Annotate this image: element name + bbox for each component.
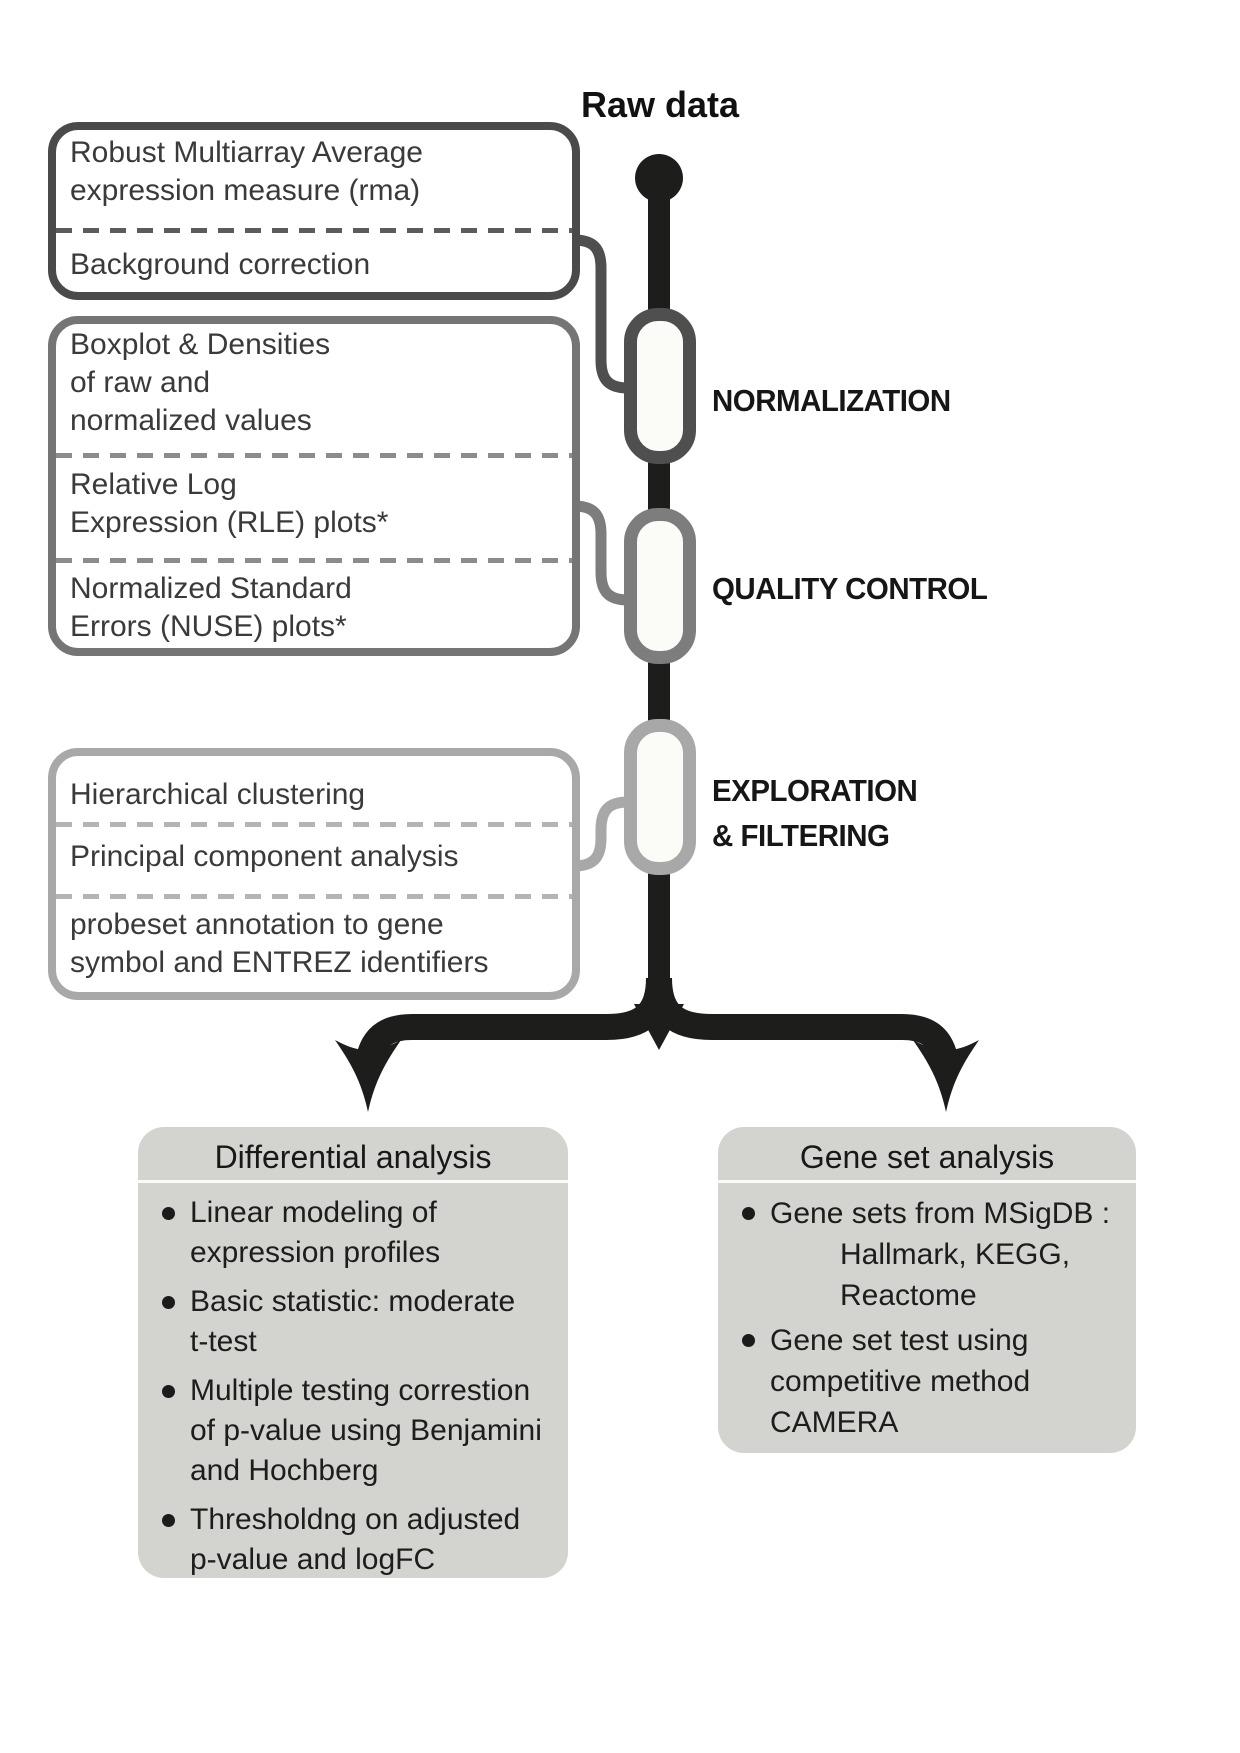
differential-analysis-box: [138, 1127, 568, 1578]
title-separator: [138, 1180, 568, 1183]
stage-label-line: NORMALIZATION: [712, 383, 951, 418]
bullet-list: [162, 1193, 560, 1589]
stage3-steps-box: [48, 748, 580, 1000]
stage-label-line: QUALITY CONTROL: [712, 571, 988, 606]
gene-set-analysis-box: [718, 1127, 1136, 1453]
list-item: [742, 1193, 1128, 1316]
step-line: Errors (NUSE) plots*: [70, 610, 347, 643]
step-line: Robust Multiarray Average: [70, 136, 423, 169]
step-divider: [56, 894, 572, 899]
step-divider: [56, 558, 572, 563]
bullet-line: expression profiles: [190, 1236, 441, 1269]
step-line: Background correction: [70, 248, 371, 281]
title-separator: [718, 1180, 1136, 1183]
bullet-line: Hallmark, KEGG,: [840, 1238, 1071, 1271]
step-line: Boxplot & Densities: [70, 328, 331, 361]
bullet-line: Gene set test using: [770, 1324, 1029, 1357]
stage2-connector: [574, 506, 628, 600]
stage1-steps-box: [48, 122, 580, 300]
list-item: [162, 1371, 560, 1491]
bullet-line: t-test: [190, 1325, 257, 1358]
stage3-label: [712, 768, 917, 858]
step-line: expression measure (rma): [70, 174, 421, 207]
stage-label-line: & FILTERING: [712, 818, 890, 853]
bullet-list: [742, 1193, 1128, 1447]
bullet-line: of p-value using Benjamini: [190, 1414, 542, 1447]
step-line: Expression (RLE) plots*: [70, 506, 389, 539]
stage2-steps-box: [48, 316, 580, 656]
bullet-line: CAMERA: [770, 1406, 899, 1439]
bullet-dot: [742, 1207, 755, 1220]
step-divider: [56, 822, 572, 827]
list-item: [162, 1282, 560, 1362]
stage3-node: [624, 719, 696, 875]
step-line: symbol and ENTREZ identifiers: [70, 946, 489, 979]
raw-data-label: Raw data: [580, 84, 740, 125]
stage2-node: [624, 508, 696, 664]
bullet-line: competitive method: [770, 1365, 1031, 1398]
list-item: [162, 1193, 560, 1273]
step-line: Normalized Standard: [70, 572, 352, 605]
bullet-line: Gene sets from MSigDB :: [770, 1197, 1111, 1230]
left-arrowhead-icon: [335, 1040, 401, 1112]
bullet-line: Linear modeling of: [190, 1196, 437, 1229]
stage3-connector: [574, 802, 628, 866]
branch-title: Gene set analysis: [799, 1139, 1055, 1175]
stage1-connector: [574, 240, 628, 388]
step-line: probeset annotation to gene: [70, 908, 444, 941]
stage2-label: [712, 566, 987, 611]
bullet-line: p-value and logFC: [190, 1543, 436, 1576]
bullet-dot: [162, 1385, 175, 1398]
fork-right-arm: [659, 978, 945, 1058]
bullet-line: Multiple testing correstion: [190, 1374, 531, 1407]
step-divider: [56, 228, 572, 233]
raw-data-dot-icon: [635, 154, 683, 202]
list-item: [162, 1500, 560, 1580]
bullet-line: Thresholdng on adjusted: [190, 1503, 521, 1536]
right-arrowhead-icon: [913, 1040, 979, 1112]
step-line: of raw and: [70, 366, 211, 399]
step-divider: [56, 453, 572, 458]
bullet-dot: [742, 1334, 755, 1347]
bullet-dot: [162, 1514, 175, 1527]
step-line: Relative Log: [70, 468, 237, 501]
step-line: Principal component analysis: [70, 840, 459, 873]
stage-label-line: EXPLORATION: [712, 773, 918, 808]
stage1-label: [712, 378, 951, 423]
list-item: [742, 1320, 1128, 1443]
stage1-node: [624, 308, 696, 464]
step-line: Hierarchical clustering: [70, 778, 366, 811]
bullet-line: Reactome: [840, 1279, 977, 1312]
bullet-line: Basic statistic: moderate: [190, 1285, 516, 1318]
bullet-line: and Hochberg: [190, 1454, 379, 1487]
bullet-dot: [162, 1296, 175, 1309]
step-line: normalized values: [70, 404, 312, 437]
bullet-dot: [162, 1207, 175, 1220]
branch-title: Differential analysis: [214, 1139, 492, 1175]
